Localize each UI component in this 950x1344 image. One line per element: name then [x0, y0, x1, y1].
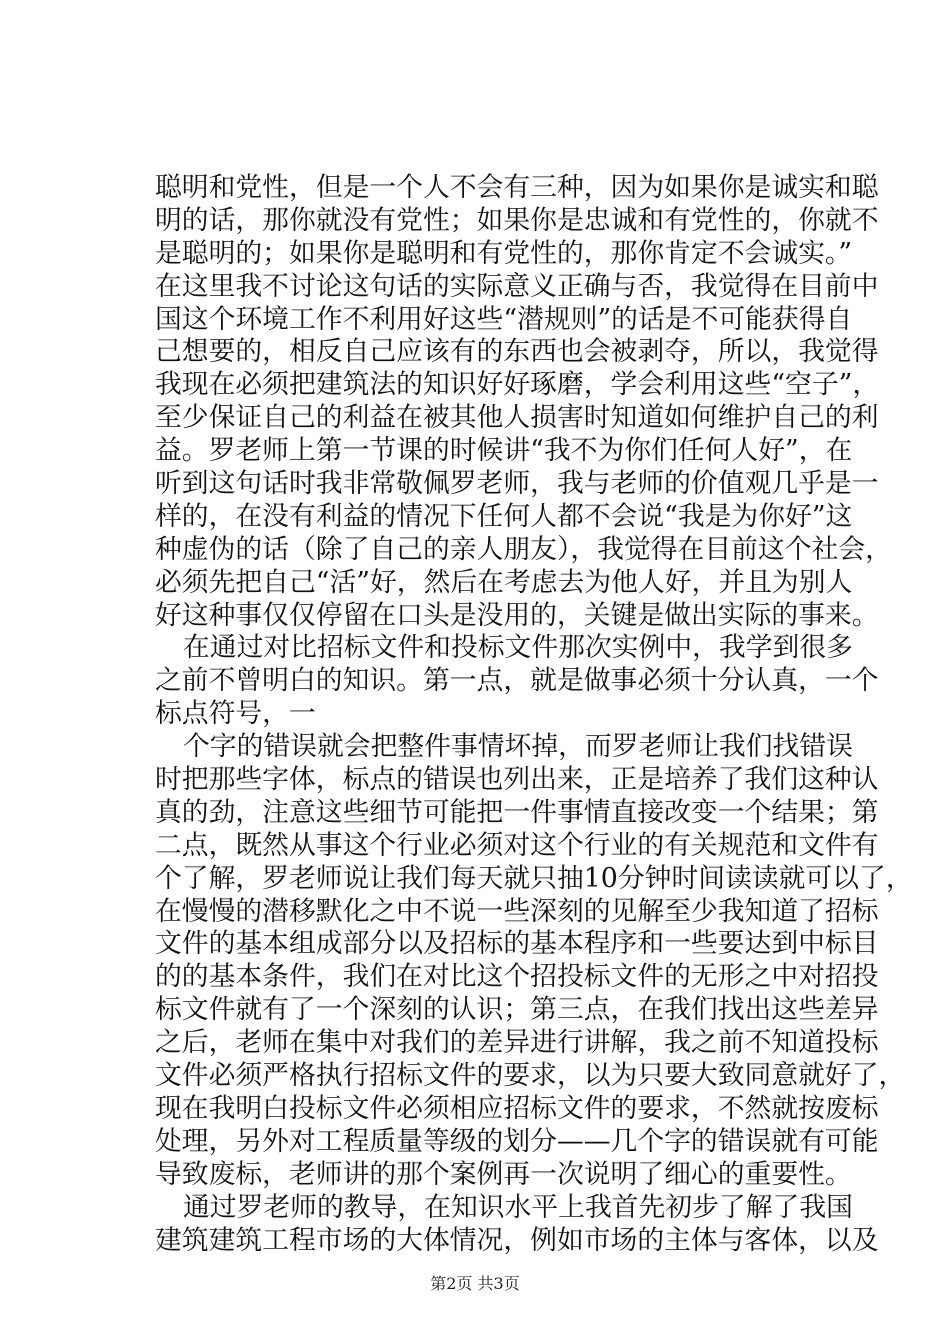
text-line: 是聪明的；如果你是聪明和有党性的，那你肯定不会诚实。” — [155, 237, 853, 269]
text-line: 文件的基本组成部分以及招标的基本程序和一些要达到中标目 — [155, 928, 879, 960]
text-line: 处理，另外对工程质量等级的划分——几个字的错误就有可能 — [155, 1125, 879, 1157]
text-line: 己想要的，相反自己应该有的东西也会被剥夺，所以，我觉得 — [155, 336, 879, 368]
text-line: 明的话，那你就没有党性；如果你是忠诚和有党性的，你就不 — [155, 204, 879, 236]
text-line: 在慢慢的潜移默化之中不说一些深刻的见解至少我知道了招标 — [155, 895, 879, 927]
text-line: 必须先把自己“活”好，然后在考虑去为他人好，并且为别人 — [155, 566, 853, 598]
text-line: 文件必须严格执行招标文件的要求，以为只要大致同意就好了， — [155, 1060, 906, 1092]
text-line: 听到这句话时我非常敬佩罗老师，我与老师的价值观几乎是一 — [155, 468, 879, 500]
text-line: 之前不曾明白的知识。第一点，就是做事必须十分认真，一个 — [155, 665, 879, 697]
text-line: 之后，老师在集中对我们的差异进行讲解，我之前不知道投标 — [155, 1027, 879, 1059]
text-line: 国这个环境工作不利用好这些“潜规则”的话是不可能获得自 — [155, 303, 853, 335]
text-line: 标点符号，一 — [155, 698, 316, 730]
text-line: 益。罗老师上第一节课的时候讲“我不为你们任何人好”，在 — [155, 435, 853, 467]
text-line: 样的，在没有利益的情况下任何人都不会说“我是为你好”这 — [155, 500, 853, 532]
text-line: 建筑建筑工程市场的大体情况，例如市场的主体与客体，以及 — [155, 1224, 879, 1256]
document-body — [155, 172, 913, 1257]
page-number-footer: 第2页 共3页 — [430, 1274, 520, 1293]
text-line: 至少保证自己的利益在被其他人损害时知道如何维护自己的利 — [155, 402, 879, 434]
text-line: 时把那些字体，标点的错误也列出来，正是培养了我们这种认 — [155, 764, 879, 796]
text-line: 真的劲，注意这些细节可能把一件事情直接改变一个结果；第 — [155, 796, 879, 828]
text-line: 种虚伪的话（除了自己的亲人朋友），我觉得在目前这个社会， — [155, 533, 892, 565]
text-line: 个了解，罗老师说让我们每天就只抽10分钟时间读读就可以了， — [155, 862, 913, 894]
text-line: 标文件就有了一个深刻的认识；第三点，在我们找出这些差异 — [155, 994, 879, 1026]
text-line: 的的基本条件，我们在对比这个招投标文件的无形之中对招投 — [155, 961, 879, 993]
text-line: 个字的错误就会把整件事情坏掉，而罗老师让我们找错误 — [183, 731, 853, 763]
text-line: 二点，既然从事这个行业必须对这个行业的有关规范和文件有 — [155, 829, 879, 861]
text-line: 在通过对比招标文件和投标文件那次实例中，我学到很多 — [183, 632, 853, 664]
text-line: 我现在必须把建筑法的知识好好琢磨，学会利用这些“空子”， — [155, 369, 880, 401]
text-line: 好这种事仅仅停留在口头是没用的，关键是做出实际的事来。 — [155, 599, 879, 631]
text-line: 通过罗老师的教导，在知识水平上我首先初步了解了我国 — [183, 1191, 853, 1223]
text-line: 聪明和党性，但是一个人不会有三种，因为如果你是诚实和聪 — [155, 172, 879, 203]
text-line: 现在我明白投标文件必须相应招标文件的要求，不然就按废标 — [155, 1092, 879, 1124]
text-line: 导致废标，老师讲的那个案例再一次说明了细心的重要性。 — [155, 1158, 852, 1190]
text-line: 在这里我不讨论这句话的实际意义正确与否，我觉得在目前中 — [155, 270, 879, 302]
